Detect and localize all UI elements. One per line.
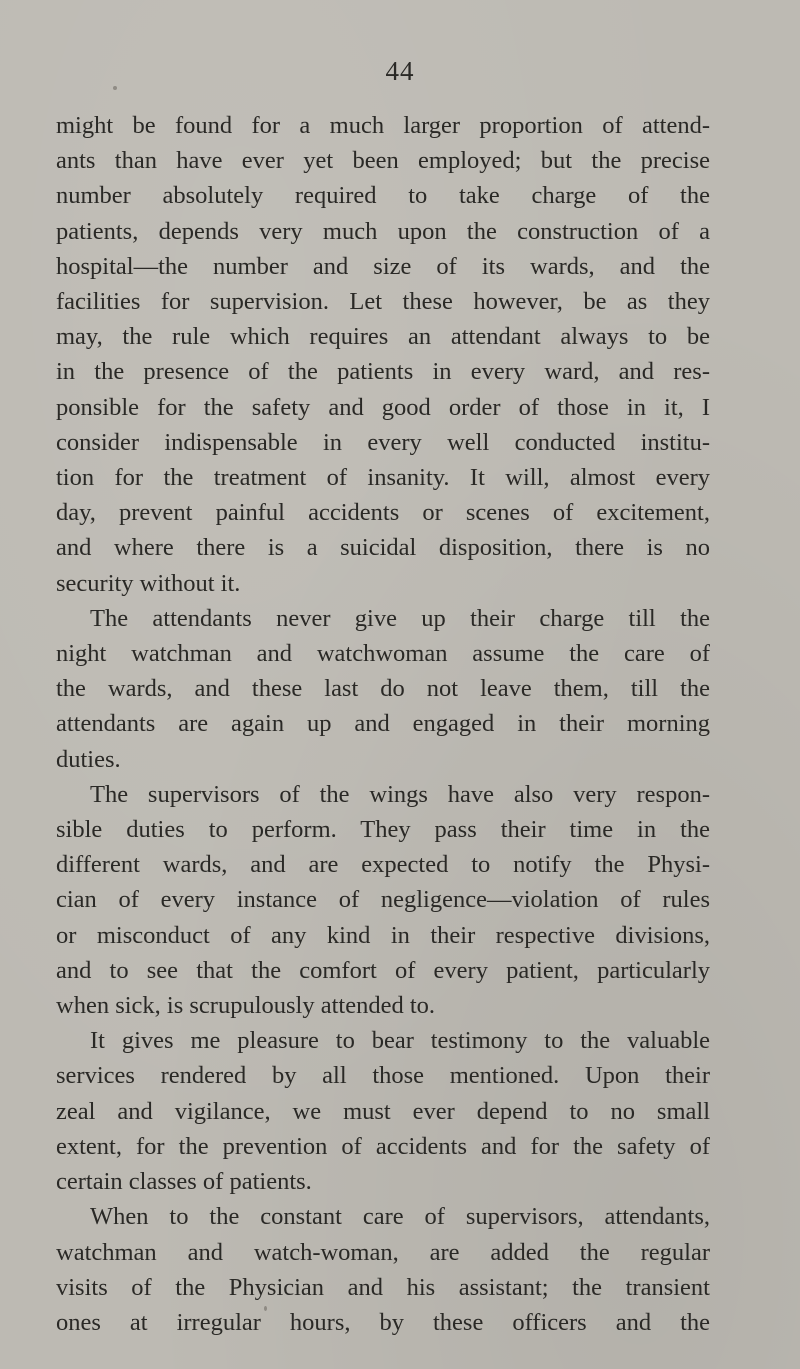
text-line: and where there is a suicidal disposition, there is no xyxy=(56,534,710,562)
text-line: cian of every instance of negligence—violation of rules xyxy=(56,886,710,914)
paper-speck xyxy=(113,86,117,90)
text-line: The attendants never give up their charge till the xyxy=(90,604,710,632)
text-line: The supervisors of the wings have also very respon- xyxy=(90,780,710,808)
text-line: security without it. xyxy=(56,569,241,597)
text-line: extent, for the prevention of accidents and for the safety of xyxy=(56,1132,710,1160)
text-line: ponsible for the safety and good order of those in it, I xyxy=(56,393,710,421)
text-line: tion for the treatment of insanity. It will, almost every xyxy=(56,464,710,492)
text-line: When to the constant care of supervisors, attendants, xyxy=(90,1203,710,1231)
page-number: 44 xyxy=(385,56,415,86)
text-line: patients, depends very much upon the construction of a xyxy=(56,217,710,245)
text-line: services rendered by all those mentioned. Upon their xyxy=(56,1062,710,1090)
paragraph xyxy=(56,1199,710,1340)
text-line: or misconduct of any kind in their respective divisions, xyxy=(56,921,710,949)
text-line: attendants are again up and engaged in their morning xyxy=(56,710,710,738)
text-line: may, the rule which requires an attendant always to be xyxy=(56,323,710,351)
body-text xyxy=(56,108,710,1340)
text-line: ants than have ever yet been employed; but the precise xyxy=(56,147,710,175)
text-line: visits of the Physician and his assistant; the transient xyxy=(56,1273,710,1301)
text-line: hospital—the number and size of its wards, and the xyxy=(56,252,710,280)
paragraph xyxy=(56,1023,710,1199)
text-line: in the presence of the patients in every ward, and res- xyxy=(56,358,710,386)
text-line: ones at irregular hours, by these officers and the xyxy=(56,1308,710,1336)
paragraph xyxy=(56,601,710,777)
text-line: facilities for supervision. Let these however, be as they xyxy=(56,288,710,316)
text-line: It gives me pleasure to bear testimony to the valuable xyxy=(90,1027,710,1055)
text-line: night watchman and watchwoman assume the care of xyxy=(56,640,710,668)
text-line: different wards, and are expected to notify the Physi- xyxy=(56,851,710,879)
text-line: and to see that the comfort of every patient, particularly xyxy=(56,956,710,984)
paragraph xyxy=(56,108,710,601)
text-line: the wards, and these last do not leave them, till the xyxy=(56,675,710,703)
text-line: day, prevent painful accidents or scenes of excitement, xyxy=(56,499,710,527)
text-line: watchman and watch-woman, are added the regular xyxy=(56,1238,710,1266)
paragraph xyxy=(56,777,710,1023)
text-line: duties. xyxy=(56,745,121,773)
text-line: number absolutely required to take charge of the xyxy=(56,182,710,210)
text-line: sible duties to perform. They pass their time in the xyxy=(56,816,710,844)
text-line: when sick, is scrupulously attended to. xyxy=(56,992,436,1020)
text-line: zeal and vigilance, we must ever depend to no small xyxy=(56,1097,710,1125)
text-line: might be found for a much larger proportion of attend- xyxy=(56,112,710,139)
text-line: consider indispensable in every well conducted institu- xyxy=(56,428,710,456)
text-line: certain classes of patients. xyxy=(56,1168,312,1196)
